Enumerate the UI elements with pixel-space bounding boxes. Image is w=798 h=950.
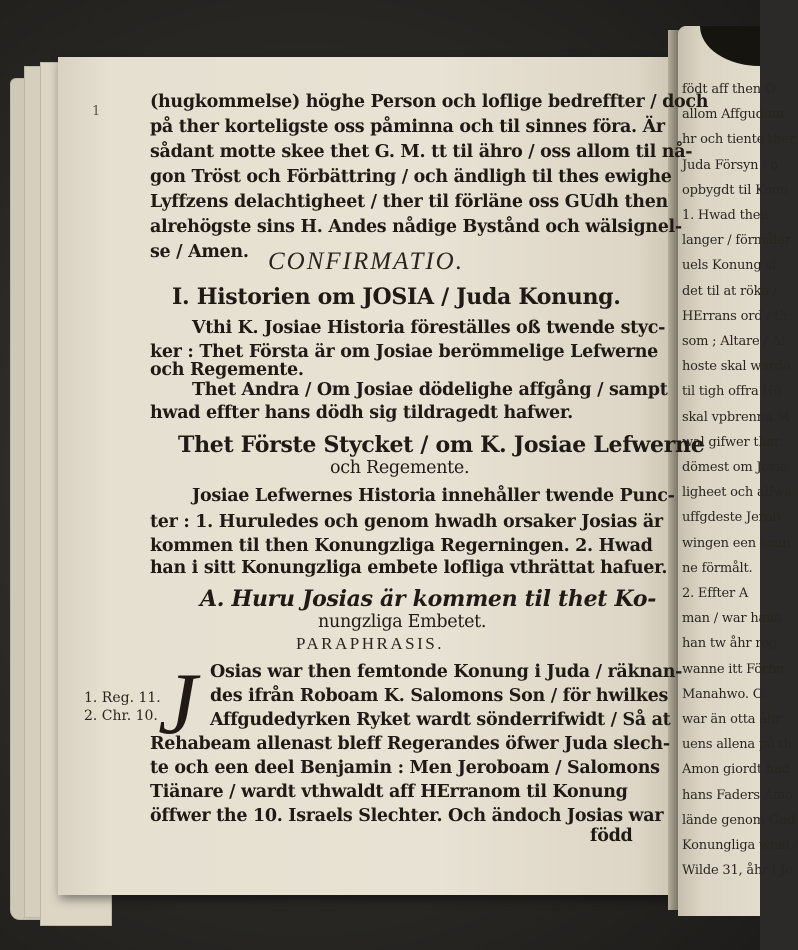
intro-line: Vthi K. Josiae Historia föreställes oß twende styc- bbox=[192, 318, 666, 338]
right-page-line: födt aff then O bbox=[682, 82, 776, 97]
body-line: Lyffzens delachtigheet / ther til förläne oss GUdh then bbox=[150, 192, 668, 212]
forste-line: ter : 1. Huruledes och genom hwadh orsaker Josias är bbox=[150, 512, 663, 532]
body-line: sådant motte skee thet G. M. tt til ähro / oss allom til nå- bbox=[150, 142, 693, 162]
right-page-line: Wilde 31, åhr i Je bbox=[682, 863, 793, 879]
right-page-line: han tw åhr reg bbox=[682, 636, 778, 652]
right-page-line: 2. Effter A bbox=[682, 586, 749, 601]
forste-line: han i sitt Konungzliga embete lofliga vthrättat hafuer. bbox=[150, 558, 668, 578]
right-page-line: opbygdt til Konu bbox=[682, 182, 789, 198]
right-page-line: wanne itt Förbu bbox=[682, 661, 785, 677]
confirmatio-heading: CONFIRMATIO. bbox=[268, 248, 464, 275]
right-page-line: langer / förmåler bbox=[682, 233, 791, 249]
right-page-line: uels Konung st bbox=[682, 258, 777, 274]
right-page-line: wingen een sann bbox=[682, 535, 791, 551]
right-page-line: til tigh offra Hö bbox=[682, 384, 782, 400]
forste-stycket-subheading: och Regemente. bbox=[330, 458, 470, 478]
right-page-line: Juda Försyn / o bbox=[682, 157, 778, 173]
historien-heading: I. Historien om JOSIA / Juda Konung. bbox=[172, 284, 621, 310]
forste-line: Josiae Lefwernes Historia innehåller twende Punc- bbox=[192, 486, 675, 506]
body-line: på ther korteligste oss påminna och til sinnes föra. Är bbox=[150, 117, 665, 137]
para-line: Osias war then femtonde Konung i Juda / räknan- bbox=[210, 662, 683, 682]
right-page-line: hans Faders Amo bbox=[682, 787, 793, 803]
para-line: des ifrån Roboam K. Salomons Son / för hwilkes bbox=[210, 686, 669, 706]
para-line: öffwer the 10. Israels Slechter. Och ändoch Josias war bbox=[150, 806, 664, 826]
right-page-line: dömest om Josia bbox=[682, 460, 788, 475]
right-page-line: skal vpbrenna M bbox=[682, 409, 790, 425]
right-page-line: uens allena på th bbox=[682, 737, 792, 753]
para-line: Tiänare / wardt vthwaldt aff HErranom til Konung bbox=[150, 782, 628, 802]
margin-note: 1. Reg. 11. bbox=[84, 690, 161, 706]
section-a-heading-cont: nungzliga Embetet. bbox=[318, 612, 487, 632]
section-a-heading: A. Huru Josias är kommen til thet Ko- bbox=[200, 586, 657, 612]
catchword: född bbox=[590, 826, 633, 846]
right-page-line: Amon giordt had bbox=[682, 762, 790, 778]
right-page-line: ligheet och alfwa bbox=[682, 485, 792, 501]
paraphrasis-heading: PARAPHRASIS. bbox=[296, 634, 444, 653]
right-page-line: det til at röka / bbox=[682, 283, 777, 299]
right-page-line: wal gifwer ther bbox=[682, 434, 781, 450]
body-line: se / Amen. bbox=[150, 242, 249, 262]
intro-line: hwad effter hans dödh sig tildragedt hafwer. bbox=[150, 403, 573, 423]
para-line: Affgudedyrken Ryket wardt sönderrifwidt / Så at bbox=[210, 710, 671, 730]
right-page-line: Manahwo. O. bbox=[682, 686, 767, 702]
right-page-line: lände genom Gud bbox=[682, 812, 796, 828]
drop-cap: J bbox=[158, 656, 198, 753]
page-mark: 1 bbox=[92, 104, 101, 119]
right-page-line: uffgdeste Jerob bbox=[682, 510, 781, 526]
margin-note: 2. Chr. 10. bbox=[84, 708, 158, 724]
para-line: te och een deel Benjamin : Men Jeroboam / Salomons bbox=[150, 758, 660, 778]
body-line: gon Tröst och Förbättring / och ändligh til thes ewighe bbox=[150, 167, 672, 187]
forste-stycket-heading: Thet Förste Stycket / om K. Josiae Lefwerne bbox=[178, 432, 705, 458]
intro-line: ker : Thet Första är om Josiae berömmelige Lefwerne bbox=[150, 342, 658, 362]
right-page-line: war än otta åhr bbox=[682, 712, 781, 727]
intro-line: och Regemente. bbox=[150, 360, 304, 380]
para-line: Rehabeam allenast bleff Regerandes öfwer Juda slech- bbox=[150, 734, 670, 754]
right-page-line: man / war hans bbox=[682, 611, 781, 627]
body-line: (hugkommelse) höghe Person och loflige bedreffter / doch bbox=[150, 92, 709, 112]
forste-line: kommen til then Konungzliga Regerningen. 2. Hwad bbox=[150, 536, 653, 556]
right-page-line: Konungliga whal / bbox=[682, 838, 798, 853]
intro-line: Thet Andra / Om Josiae dödelighe affgång / sampt bbox=[192, 380, 668, 400]
right-page-line: HErrans ord / th bbox=[682, 308, 788, 324]
right-page-line: hr och tiente ther bbox=[682, 132, 795, 148]
right-page-line: ne förmålt. bbox=[682, 560, 753, 576]
right-page-line: som ; Altare / Al bbox=[682, 334, 785, 349]
right-page-line: hoste skal warda bbox=[682, 359, 791, 375]
body-line: alrehögste sins H. Andes nådige Bystånd och wälsignel- bbox=[150, 217, 682, 237]
right-page-line: allom Affgudom bbox=[682, 107, 784, 123]
right-page-line: 1. Hwad then bbox=[682, 208, 769, 223]
